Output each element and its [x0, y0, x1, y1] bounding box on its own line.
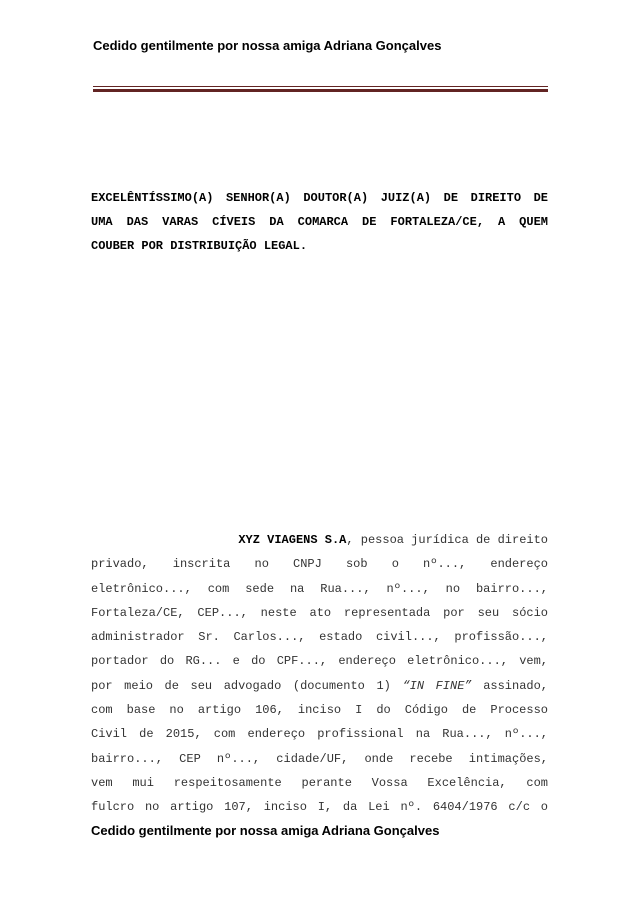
addressee-line: COUBER POR DISTRIBUIÇÃO LEGAL. — [91, 239, 308, 253]
body-line: privado, inscrita no CNPJ sob o nº..., endereço — [91, 557, 548, 572]
body-line: administrador Sr. Carlos..., estado civil..., profissão..., — [91, 630, 548, 645]
body-line — [91, 528, 548, 552]
body-line: fulcro no artigo 107, inciso I, da Lei nº. 6404/1976 c/c o — [91, 800, 548, 815]
company-name: XYZ VIAGENS S.A — [238, 533, 347, 547]
body-line: eletrônico..., com sede na Rua..., nº..., no bairro..., — [91, 581, 548, 596]
page-header: Cedido gentilmente por nossa amiga Adriana Gonçalves — [93, 38, 442, 53]
body-line — [91, 674, 548, 698]
body-line: vem mui respeitosamente perante Vossa Excelência, com — [91, 775, 548, 790]
body-line: Fortaleza/CE, CEP..., neste ato representada por seu sócio — [91, 605, 548, 620]
body-line: portador do RG... e do CPF..., endereço eletrônico..., vem, — [91, 654, 548, 669]
page-footer: Cedido gentilmente por nossa amiga Adriana Gonçalves — [91, 823, 440, 838]
body-line: com base no artigo 106, inciso I do Código de Processo — [91, 703, 548, 718]
body-line: Civil de 2015, com endereço profissional na Rua..., nº..., — [91, 727, 548, 742]
addressee-line: UMA DAS VARAS CÍVEIS DA COMARCA DE FORTALEZA/CE, A QUEM — [91, 215, 548, 229]
header-rule-bottom — [93, 89, 548, 92]
body-line-text: assinado, — [471, 678, 549, 693]
body-line: bairro..., CEP nº..., cidade/UF, onde recebe intimações, — [91, 751, 548, 766]
addressee-block — [91, 186, 548, 258]
in-fine-term: “IN FINE” — [402, 678, 472, 693]
body-line-text: , pessoa jurídica de direito — [346, 533, 548, 547]
body-line-text: por meio de seu advogado (documento 1) — [91, 678, 403, 693]
petition-body — [91, 528, 548, 820]
addressee-line: EXCELÊNTÍSSIMO(A) SENHOR(A) DOUTOR(A) JUIZ(A) DE DIREITO DE — [91, 191, 548, 205]
header-rule-top — [93, 86, 548, 87]
